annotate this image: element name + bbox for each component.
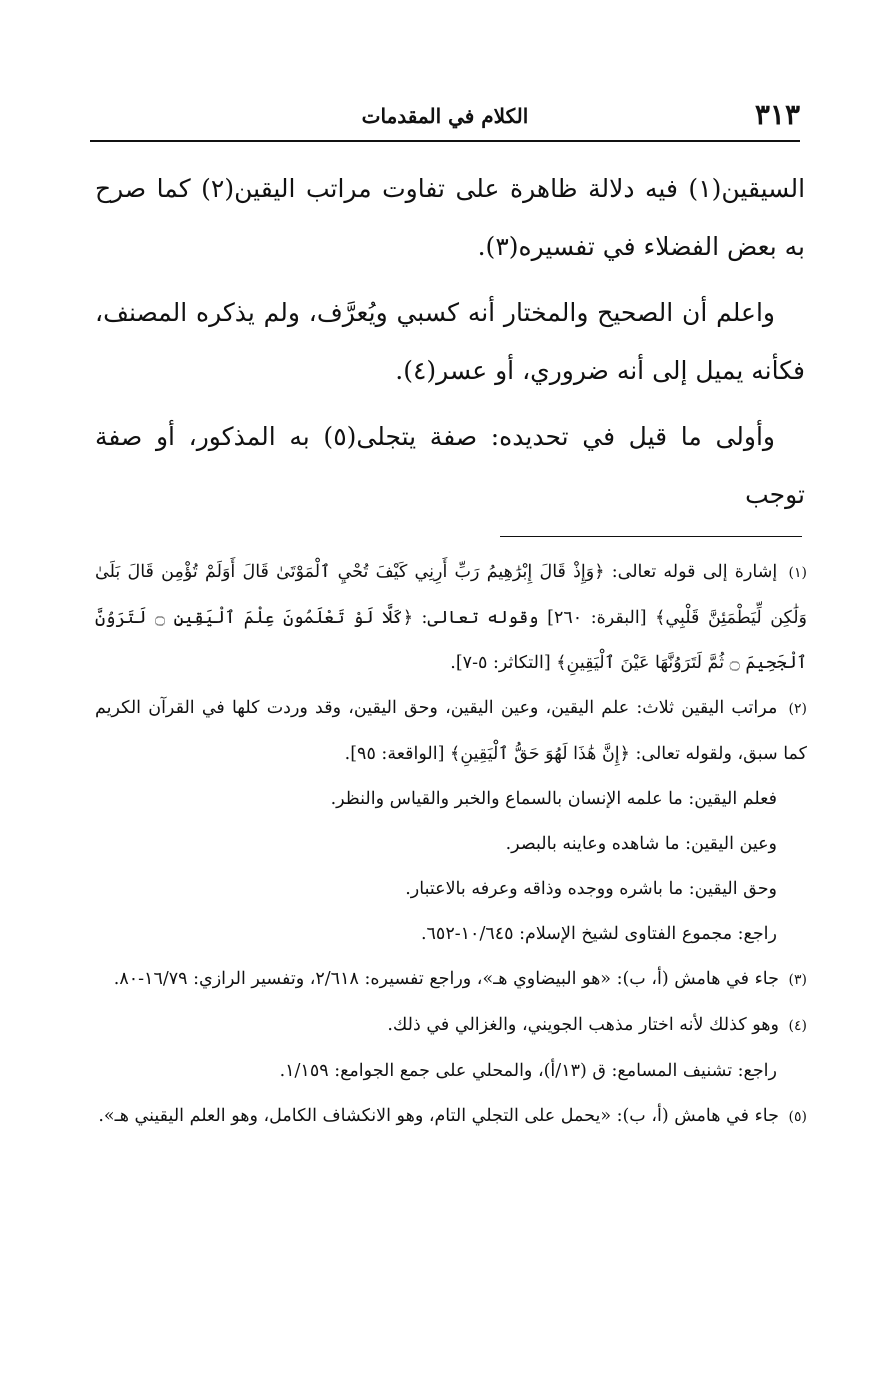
running-title: الكلام في المقدمات (361, 104, 529, 128)
footnote-ref: (٢) (788, 701, 807, 717)
footnote-separator (500, 536, 802, 537)
footnotes (95, 550, 807, 1140)
footnote-5 (95, 1094, 807, 1140)
footnote-1 (95, 550, 807, 686)
footnote-line: راجع: تشنيف المسامع: ق (١٣/أ)، والمحلي على جمع الجوامع: ١/١٥٩. (279, 1061, 777, 1081)
header-rule (90, 140, 800, 142)
footnote-ref: (٥) (788, 1109, 807, 1125)
footnote-text: جاء في هامش (أ، ب): «هو البيضاوي هـ»، وراجع تفسيره: ٢/٦١٨، وتفسير الرازي: ١٦/٧٩-٨٠. (113, 969, 779, 989)
footnote-line: وحق اليقين: ما باشره ووجده وذاقه وعرفه بالاعتبار. (405, 879, 777, 899)
footnote-text: مراتب اليقين ثلاث: علم اليقين، وعين اليقين، وحق اليقين، وقد وردت كلها في القرآن الكريم كما سبق، ولقوله تعالى: ﴿إِنَّ هَٰذَا لَهُوَ حَقُّ ٱلْيَقِينِ﴾ [الواقعة: ٩٥]. (95, 698, 807, 764)
page-header (90, 98, 800, 138)
footnote-text: جاء في هامش (أ، ب): «يحمل على التجلي التام، وهو الانكشاف الكامل، وهو العلم اليقيني هـ». (98, 1106, 779, 1126)
paragraph-2: واعلم أن الصحيح والمختار أنه كسبي ويُعرَّف، ولم يذكره المصنف، فكأنه يميل إلى أنه ضروري، أو عسر(٤). (95, 298, 805, 385)
main-text (95, 160, 805, 532)
footnote-line: وعين اليقين: ما شاهده وعاينه بالبصر. (505, 834, 777, 854)
page-number: ٣١٣ (754, 98, 800, 131)
paragraph-1: السيقين(١) فيه دلالة ظاهرة على تفاوت مراتب اليقين(٢) كما صرح به بعض الفضلاء في تفسيره(٣). (95, 174, 806, 261)
footnote-ref: (٤) (788, 1018, 807, 1034)
footnote-ref: (١) (788, 565, 807, 581)
footnote-line: راجع: مجموع الفتاوى لشيخ الإسلام: ١٠/٦٤٥-٦٥٢. (420, 924, 777, 944)
footnote-text: إشارة إلى قوله تعالى: ﴿وَإِذْ قَالَ إِبْرَٰهِيمُ رَبِّ أَرِنِي كَيْفَ تُحْيِ ٱلْمَوْتَىٰ قَالَ أَوَلَمْ تُؤْمِن قَالَ بَلَىٰ وَلَٰكِن لِّيَطْمَئِنَّ قَلْبِي﴾ [البقرة: ٢٦٠] وقوله تعالى: ﴿كَلَّا لَوْ تَعْلَمُونَ عِلْمَ ٱلْيَقِينِ ۝ لَتَرَوُنَّ ٱلْجَحِيمَ ۝ ثُمَّ لَتَرَوُنَّهَا عَيْنَ ٱلْيَقِينِ﴾ [التكاثر: ٥-٧]. (95, 562, 807, 673)
footnote-4 (95, 1003, 807, 1094)
footnote-line: فعلم اليقين: ما علمه الإنسان بالسماع والخبر والقياس والنظر. (330, 789, 777, 809)
footnote-3 (95, 957, 807, 1003)
paragraph-3: وأولى ما قيل في تحديده: صفة يتجلى(٥) به المذكور، أو صفة توجب (95, 422, 805, 509)
footnote-text: وهو كذلك لأنه اختار مذهب الجويني، والغزالي في ذلك. (387, 1015, 779, 1035)
footnote-ref: (٣) (788, 972, 807, 988)
footnote-2 (95, 686, 807, 957)
